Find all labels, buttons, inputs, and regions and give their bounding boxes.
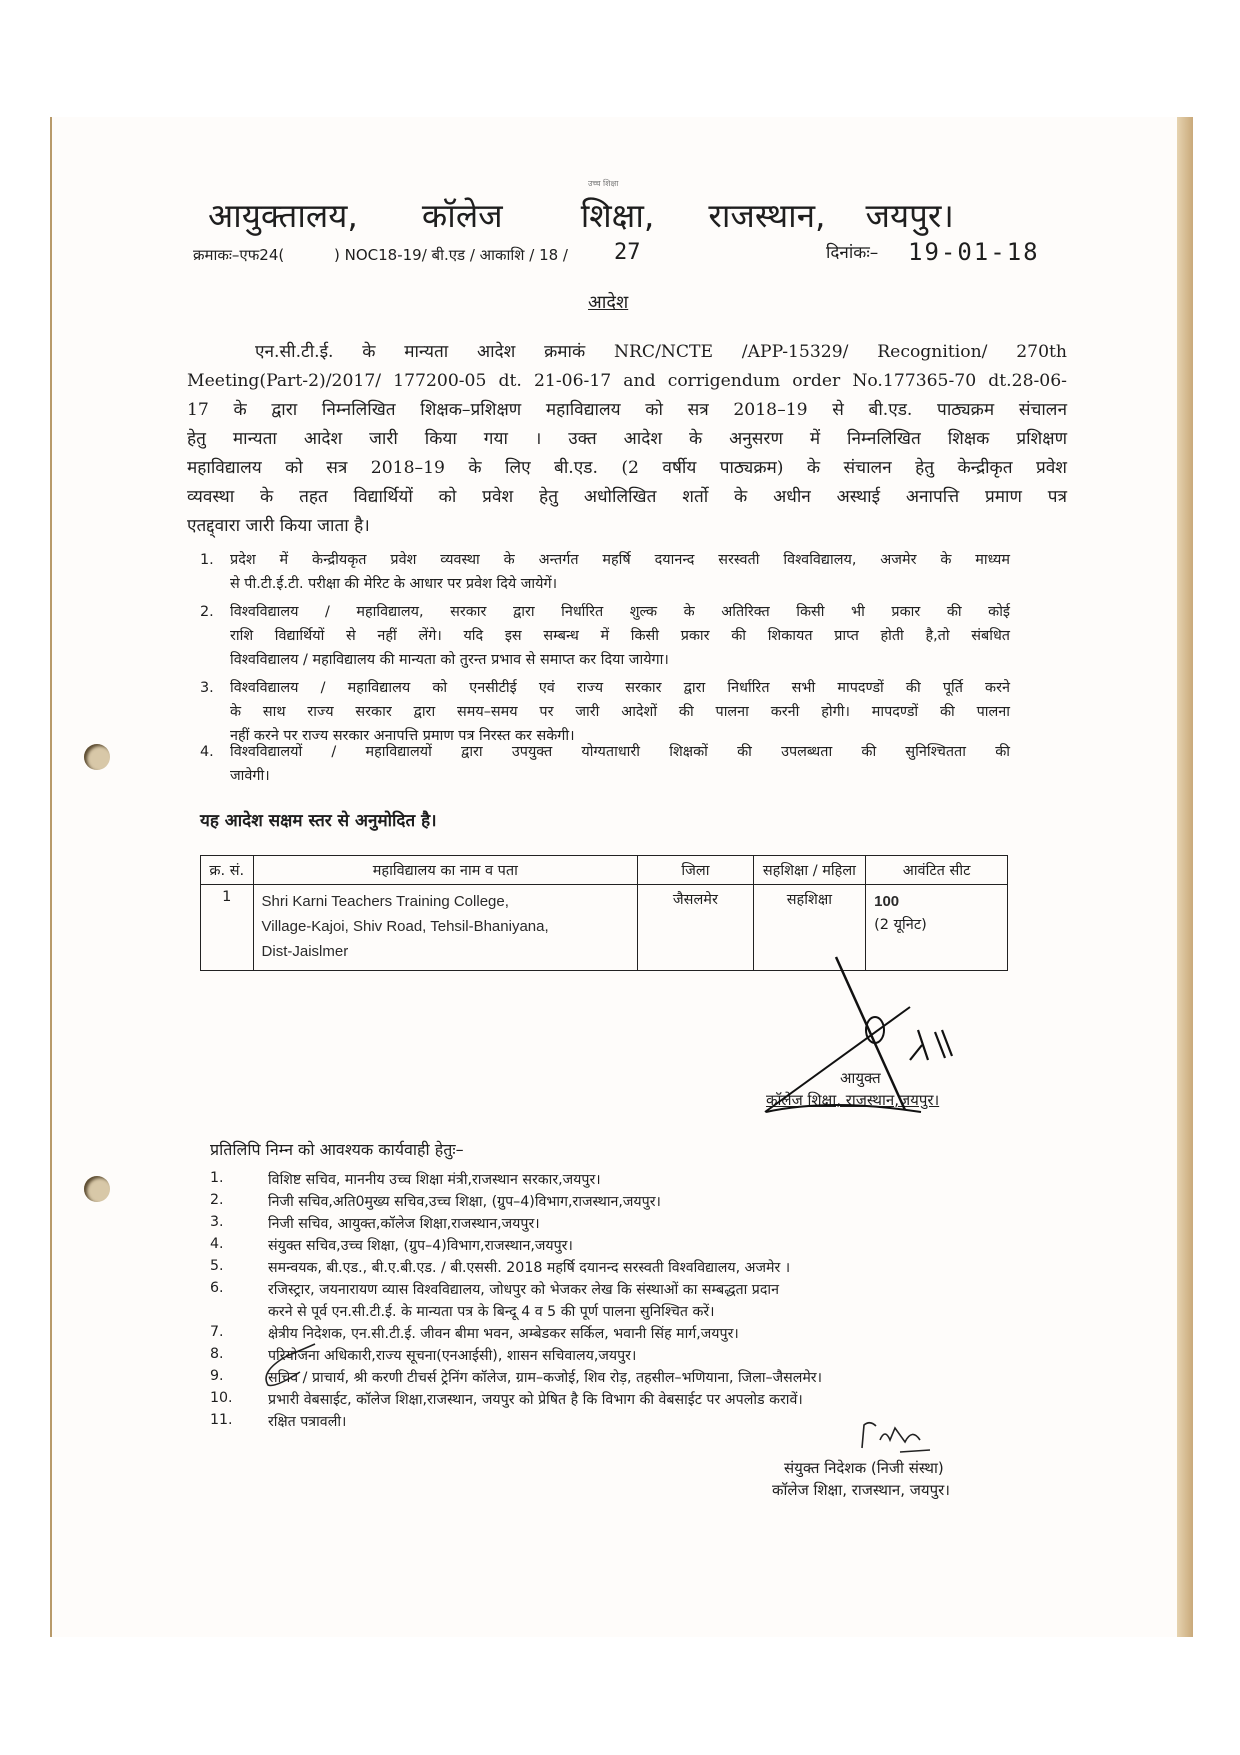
- signature-underline-icon: [766, 1105, 921, 1112]
- item-text: निजी सचिव, आयुक्त,कॉलेज शिक्षा,राजस्थान,जयपुर।: [268, 1216, 540, 1232]
- joint-director-signature-icon: [862, 1423, 930, 1452]
- college-line: Dist-Jaislmer: [261, 943, 349, 960]
- item-text: प्रभारी वेबसाईट, कॉलेज शिक्षा,राजस्थान, जयपुर को प्रेषित है कि विभाग की वेबसाईट पर अपलोड करावें।: [268, 1392, 803, 1408]
- condition-number: 3.: [200, 680, 214, 696]
- item-number: 8.: [210, 1346, 224, 1362]
- condition-line: नहीं करने पर राज्य सरकार अनापत्ति प्रमाण पत्र निरस्त कर सकेगी।: [230, 728, 575, 744]
- joint-director-title: संयुक्त निदेशक (निजी संस्था): [784, 1459, 944, 1477]
- condition-line: जावेगी।: [230, 768, 270, 784]
- faint-header-text: उच्च शिक्षा: [588, 179, 619, 188]
- college-line: Village-Kajoi, Shiv Road, Tehsil-Bhaniyana,: [261, 918, 549, 935]
- condition-number: 2.: [200, 604, 214, 620]
- college-line: Shri Karni Teachers Training College,: [261, 893, 509, 910]
- condition-line: से पी.टी.ई.टी. परीक्षा की मेरिट के आधार पर प्रवेश दिये जायेगें।: [230, 576, 558, 592]
- header-district: जिला: [638, 856, 754, 885]
- reference-number: ) NOC18-19/ बी.एड / आकाशि / 18 /: [334, 246, 568, 264]
- item-text: क्षेत्रीय निदेशक, एन.सी.टी.ई. जीवन बीमा भवन, अम्बेडकर सर्किल, भवानी सिंह मार्ग,जयपुर।: [268, 1326, 739, 1342]
- commissioner-office: कॉलेज शिक्षा, राजस्थान,जयपुर।: [766, 1091, 940, 1109]
- paragraph-line: हेतु मान्यता आदेश जारी किया गया । उक्त आदेश के अनुसरण में निम्नलिखित शिक्षक प्रशिक्षण: [187, 429, 1067, 449]
- item-number: 10.: [210, 1390, 233, 1406]
- item-text: सचिव / प्राचार्य, श्री करणी टीचर्स ट्रेनिंग कॉलेज, ग्राम–कजोई, शिव रोड़, तहसील–भणियाना, जिला–जैसलमेर।: [268, 1370, 822, 1386]
- item-text: परियोजना अधिकारी,राज्य सूचना(एनआईसी), शासन सचिवालय,जयपुर।: [268, 1348, 637, 1364]
- joint-director-office: कॉलेज शिक्षा, राजस्थान, जयपुर।: [772, 1481, 950, 1499]
- item-number: 5.: [210, 1258, 224, 1274]
- condition-line: विश्वविद्यालय / महाविद्यालय की मान्यता को तुरन्त प्रभाव से समाप्त कर दिया जायेगा।: [230, 652, 669, 668]
- item-number: 3.: [210, 1214, 224, 1230]
- date-label: दिनांकः–: [826, 243, 879, 263]
- header-seats: आवंटित सीट: [866, 856, 1008, 885]
- condition-line: विश्वविद्यालय / महाविद्यालय, सरकार द्वारा निर्धारित शुल्क के अतिरिक्त किसी भी प्रकार की कोई: [230, 604, 1010, 620]
- item-number: 6.: [210, 1280, 224, 1296]
- item-text: विशिष्ट सचिव, माननीय उच्च शिक्षा मंत्री,राजस्थान सरकार,जयपुर।: [268, 1172, 601, 1188]
- initials-mark-icon: [910, 1030, 952, 1060]
- title-part: आयुक्तालय,: [208, 196, 358, 235]
- approval-statement: यह आदेश सक्षम स्तर से अनुमोदित है।: [200, 811, 437, 831]
- item-text: निजी सचिव,अति0मुख्य सचिव,उच्च शिक्षा, (ग्रुप–4)विभाग,राजस्थान,जयपुर।: [268, 1194, 661, 1210]
- paragraph-line: 17 के द्वारा निम्नलिखित शिक्षक–प्रशिक्षण महाविद्यालय को सत्र 2018–19 से बी.एड. पाठ्यक्रम संचालन: [187, 400, 1067, 420]
- condition-line: राशि विद्यार्थियों से नहीं लेंगे। यदि इस सम्बन्ध में किसी प्रकार की शिकायत प्राप्त होती है,तो संबधित: [230, 628, 1010, 644]
- copies-heading: प्रतिलिपि निम्न को आवश्यक कार्यवाही हेतुः–: [210, 1140, 464, 1159]
- title-part: शिक्षा,: [580, 196, 655, 235]
- title-part: कॉलेज: [421, 196, 503, 235]
- reference-prefix: क्रमाकः–एफ24(: [193, 246, 285, 264]
- item-text: संयुक्त सचिव,उच्च शिक्षा, (ग्रुप–4)विभाग,राजस्थान,जयपुर।: [268, 1238, 573, 1254]
- paragraph-line: एन.सी.टी.ई. के मान्यता आदेश क्रमाकं NRC/NCTE /APP-15329/ Recognition/ 270th: [255, 342, 1067, 362]
- item-number: 2.: [210, 1192, 224, 1208]
- item-number: 9.: [210, 1368, 224, 1384]
- reference-handwritten: 27: [614, 240, 641, 265]
- date-handwritten: 19-01-18: [908, 238, 1040, 266]
- header-serial: क्र. सं.: [201, 856, 254, 885]
- condition-line: प्रदेश में केन्द्रीयकृत प्रवेश व्यवस्था के अन्तर्गत महर्षि दयानन्द सरस्वती विश्वविद्यालय, अजमेर के माध्यम: [230, 552, 1010, 568]
- order-heading: आदेश: [588, 292, 629, 313]
- header-college: महाविद्यालय का नाम व पता: [253, 856, 638, 885]
- cell-district: जैसलमेर: [638, 885, 754, 971]
- condition-line: विश्वविद्यालय / महाविद्यालय को एनसीटीई एवं राज्य सरकार द्वारा निर्धारित सभी मापदण्डों की पूर्ति करने: [230, 680, 1010, 696]
- paragraph-line: Meeting(Part-2)/2017/ 177200-05 dt. 21-06-17 and corrigendum order No.177365-70 dt.28-06-: [187, 371, 1067, 391]
- cell-type: सहशिक्षा: [753, 885, 865, 971]
- item-text: रजिस्ट्रार, जयनारायण व्यास विश्वविद्यालय, जोधपुर को भेजकर लेख कि संस्थाओं का सम्बद्धता प्रदान: [268, 1282, 779, 1298]
- title-part: जयपुर।: [865, 196, 954, 235]
- paragraph-line: व्यवस्था के तहत विद्यार्थियों को प्रवेश हेतु अधोलिखित शर्तो के अधीन अस्थाई अनापत्ति प्रमाण पत्र: [187, 487, 1067, 507]
- signature-stroke-icon: [836, 957, 905, 1110]
- item-text: करने से पूर्व एन.सी.टी.ई. के मान्यता पत्र के बिन्दू 4 व 5 की पूर्ण पालना सुनिश्चित करें।: [268, 1304, 715, 1320]
- paragraph-line: एतद्द्वारा जारी किया जाता है।: [187, 516, 370, 536]
- item-number: 4.: [210, 1236, 224, 1252]
- signature-stroke-icon: [765, 1007, 910, 1112]
- condition-number: 1.: [200, 552, 214, 568]
- condition-line: के साथ राज्य सरकार द्वारा समय–समय पर जारी आदेशों की पालना करनी होगी। मापदण्डों की पालना: [230, 704, 1010, 720]
- commissioner-title: आयुक्त: [840, 1069, 881, 1087]
- title-part: राजस्थान,: [708, 196, 826, 235]
- condition-line: विश्वविद्यालयों / महाविद्यालयों द्वारा उपयुक्त योग्यताधारी शिक्षकों की उपलब्धता की सुनिश्चितता की: [230, 744, 1010, 760]
- seat-count: 100: [874, 893, 900, 910]
- seat-units: (2 यूनिट): [874, 917, 927, 933]
- item-number: 1.: [210, 1170, 224, 1186]
- paragraph-line: महाविद्यालय को सत्र 2018–19 के लिए बी.एड. (2 वर्षीय पाठ्यक्रम) के संचालन हेतु केन्द्रीकृत प्रवेश: [187, 458, 1067, 478]
- item-text: रक्षित पत्रावली।: [268, 1414, 347, 1430]
- condition-number: 4.: [200, 744, 214, 760]
- item-text: समन्वयक, बी.एड., बी.ए.बी.एड. / बी.एससी. 2018 महर्षि दयानन्द सरस्वती विश्वविद्यालय, अजमेर ।: [268, 1260, 791, 1276]
- cell-serial: 1: [201, 885, 254, 971]
- item-number: 7.: [210, 1324, 224, 1340]
- header-type: सहशिक्षा / महिला: [753, 856, 865, 885]
- item-number: 11.: [210, 1412, 233, 1428]
